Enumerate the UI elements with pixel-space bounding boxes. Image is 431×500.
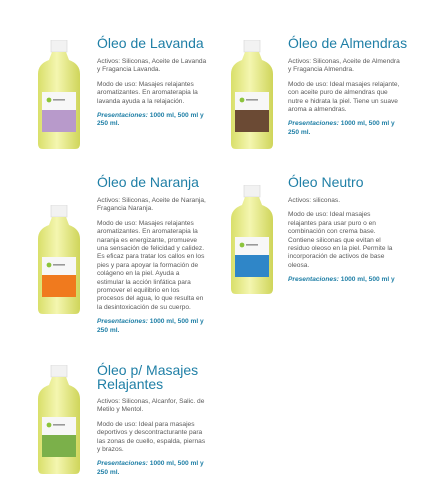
product-description bbox=[288, 197, 400, 291]
product-actives: Activos: Siliconas, Alcanfor, Salic. de Metilo y Mentol. bbox=[97, 398, 205, 414]
product-presentations bbox=[97, 318, 207, 335]
product-almendras bbox=[215, 0, 431, 165]
presentations-value: 1000 ml, 500 ml y 250 ml. bbox=[97, 112, 204, 128]
product-usage: Modo de uso: Ideal masajes relajante, con aceite puro de almendras que nutre e hidrata la piel. Tiene un suave aroma a almendras. bbox=[288, 80, 400, 114]
product-description bbox=[97, 398, 207, 483]
product-presentations bbox=[97, 460, 207, 477]
product-masajes-relajantes bbox=[0, 345, 215, 500]
product-neutro bbox=[215, 165, 431, 345]
presentations-value: 1000 ml, 500 ml y 250 ml. bbox=[288, 120, 395, 136]
presentations-label: Presentaciones: bbox=[97, 460, 148, 468]
product-naranja bbox=[0, 165, 215, 345]
product-actives: Activos: Siliconas, Aceite de Almendra y Fragancia Almendra. bbox=[288, 58, 400, 74]
product-actives: Activos: Siliconas, Aceite de Naranja, Fragancia Naranja. bbox=[97, 197, 206, 213]
product-presentations bbox=[288, 276, 400, 284]
product-description bbox=[97, 58, 207, 135]
product-title: Óleo de Lavanda bbox=[97, 35, 204, 51]
product-usage: Modo de uso: Ideal para masajes deportivos y descontracturante para las zonas de cuello, espalda, piernas y brazos. bbox=[97, 420, 206, 454]
product-title: Óleo p/ Masajes Relajantes bbox=[97, 362, 199, 392]
product-lavanda bbox=[0, 0, 215, 165]
product-title: Óleo de Naranja bbox=[97, 174, 199, 190]
bottle-almendras-image bbox=[229, 40, 275, 150]
product-description bbox=[288, 58, 400, 143]
product-actives: Activos: siliconas. bbox=[288, 197, 341, 204]
presentations-label: Presentaciones: bbox=[288, 276, 339, 284]
product-usage: Modo de uso: Ideal masajes relajantes para usar puro o en combinación con crema base. Contiene siliconas que evitan el residuo oleoso en la piel. Permite la incorporación de activos de base oleosa. bbox=[288, 211, 393, 269]
product-title: Óleo Neutro bbox=[288, 174, 364, 190]
product-actives: Activos: Siliconas, Aceite de Lavanda y Fragancia Lavanda. bbox=[97, 58, 207, 74]
presentations-label: Presentaciones: bbox=[97, 112, 148, 120]
product-title: Óleo de Almendras bbox=[288, 35, 408, 51]
presentations-value: 1000 ml, 500 ml y 250 ml. bbox=[97, 318, 204, 334]
product-description bbox=[97, 197, 207, 341]
bottle-naranja-image bbox=[36, 205, 82, 315]
bottle-neutro-image bbox=[229, 185, 275, 295]
presentations-label: Presentaciones: bbox=[97, 318, 148, 326]
presentations-value: 1000 ml, 500 ml y bbox=[340, 276, 395, 284]
presentations-label: Presentaciones: bbox=[288, 120, 339, 128]
bottle-lavanda-image bbox=[36, 40, 82, 150]
bottle-masajes-image bbox=[36, 365, 82, 475]
product-presentations bbox=[288, 120, 400, 137]
presentations-value: 1000 ml, 500 ml y 250 ml. bbox=[97, 460, 204, 476]
product-presentations bbox=[97, 112, 207, 129]
product-usage: Modo de uso: Masajes relajantes aromatizantes. En aromaterapia la naranja es energizante, promueve una sensación de felicidad y calidez. Es eficaz para tratar los callos en los pies y para apoyar la formación de colágeno en la piel. Ayuda a estimular la acción linfática para promover el equilibrio en los procesos del agua, lo que resulta en la desintoxicación de su cuerpo. bbox=[97, 219, 205, 311]
product-usage: Modo de uso: Masajes relajantes aromatizantes. En aromaterapia la lavanda ayuda a la relajación. bbox=[97, 80, 198, 105]
